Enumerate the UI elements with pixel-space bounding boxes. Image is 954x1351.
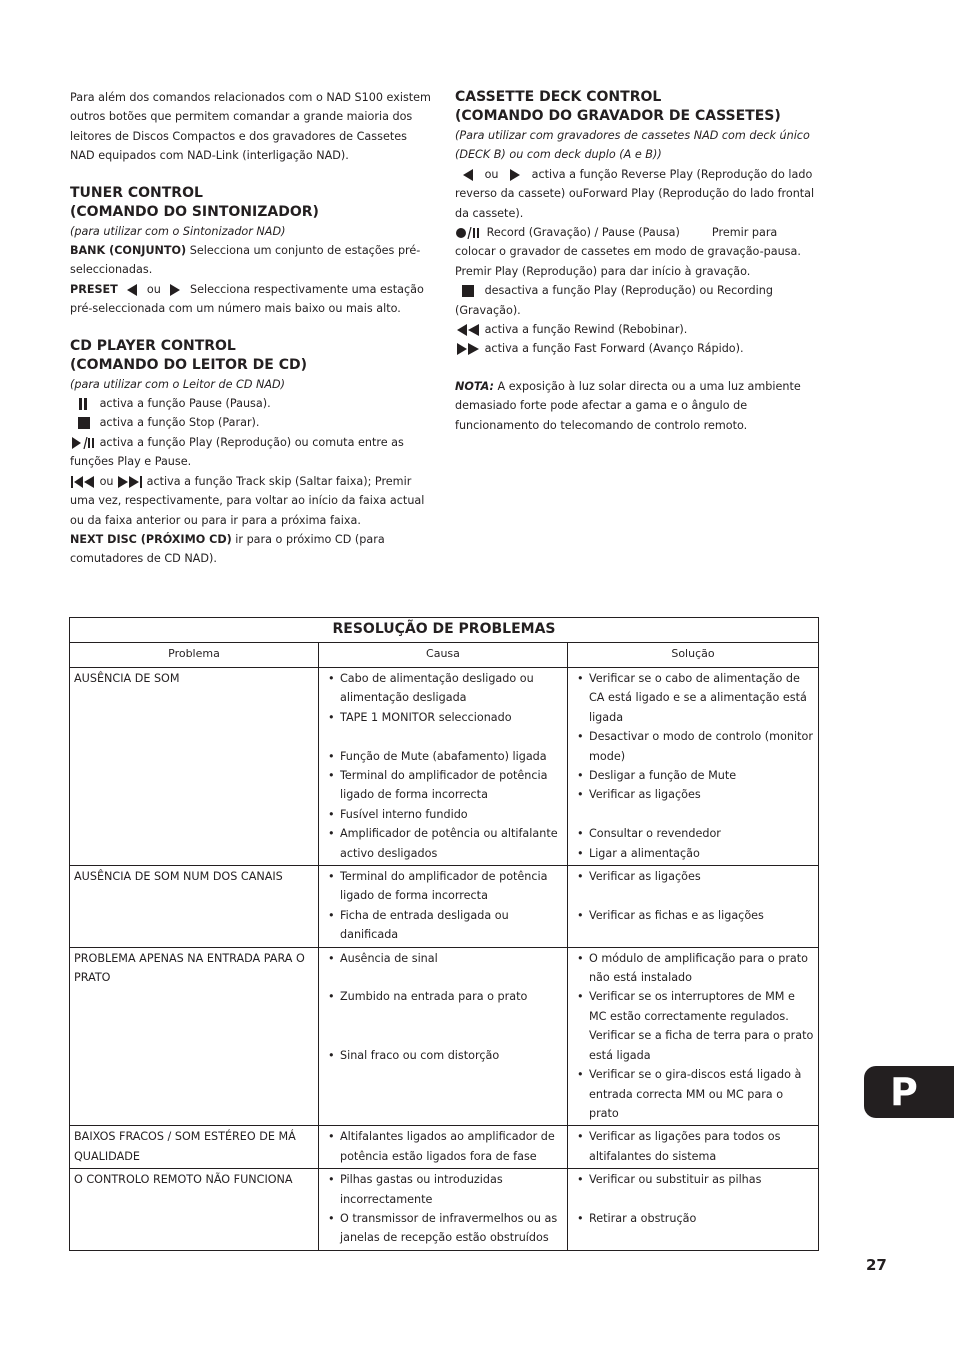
cause-item: • Pilhas gastas ou introduzidas incorrectamente — [327, 1170, 563, 1209]
cause-item: • O transmissor de infravermelhos ou as janelas de recepção estão obstruídos — [327, 1209, 563, 1248]
solution-cell-list — [568, 668, 818, 865]
cassette-stop — [455, 281, 817, 320]
cd-play — [70, 433, 432, 472]
cause-cell — [318, 1126, 567, 1169]
cause-cell-list — [319, 668, 567, 865]
spacer-item — [327, 1026, 563, 1045]
cause-cell-list — [319, 1169, 567, 1250]
tuner-title-line1: TUNER CONTROL — [70, 184, 203, 201]
cd-next-disc — [70, 530, 432, 569]
spacer-item — [327, 968, 563, 987]
spacer-item — [327, 1007, 563, 1026]
cd-stop-text: activa a função Stop (Parar). — [99, 416, 260, 430]
cassette-subtitle: (Para utilizar com gravadores de cassetes NAD com deck único (DECK B) ou com deck duplo (A e B)) — [455, 129, 810, 162]
left-arrow-icon — [121, 284, 143, 296]
cassette-direction — [455, 165, 817, 223]
spacer-item — [576, 805, 814, 824]
cassette-stop-text: desactiva a função Play (Reprodução) ou Recording (Gravação). — [455, 284, 773, 317]
cause-item: • Fusível interno fundido — [327, 805, 563, 824]
cd-subtitle: (para utilizar com o Leitor de CD NAD) — [70, 377, 286, 391]
cause-cell-list — [319, 948, 567, 1067]
troubleshooting-table — [69, 617, 819, 1251]
cassette-rewind-text: activa a função Rewind (Rebobinar). — [484, 323, 688, 337]
record-pause-icon — [455, 227, 483, 239]
cause-cell — [318, 866, 567, 948]
solution-cell — [567, 668, 818, 866]
cause-item: • Zumbido na entrada para o prato — [327, 987, 563, 1006]
spacer-item — [576, 1190, 814, 1209]
table-row — [70, 668, 819, 866]
cd-title-line1: CD PLAYER CONTROL — [70, 337, 236, 354]
note-text: A exposição à luz solar directa ou a uma luz ambiente demasiado forte pode afectar a gama e o ângulo de funcionamento do telecomando de controlo remoto. — [455, 379, 801, 432]
cassette-dir-text: activa a função Reverse Play (Reprodução do lado reverso da cassete) ouForward Play (Reprodução do lado frontal da cassete). — [455, 167, 815, 220]
fast-forward-icon — [455, 343, 481, 355]
right-column — [455, 88, 817, 435]
solution-item: • O módulo de amplificação para o prato não está instalado — [576, 949, 814, 988]
cause-cell-list — [319, 1126, 567, 1168]
solution-item: • Verificar as ligações — [576, 785, 814, 804]
cassette-title-line1: CASSETTE DECK CONTROL — [455, 89, 662, 105]
cassette-rec-label: Record (Gravação) / Pause (Pausa) — [486, 226, 680, 240]
problem-cell: AUSÊNCIA DE SOM NUM DOS CANAIS — [70, 866, 319, 948]
cause-item: • Amplificador de potência ou altifalante activo desligados — [327, 824, 563, 863]
solution-cell-list — [568, 866, 818, 927]
cause-item: • TAPE 1 MONITOR seleccionado — [327, 708, 563, 727]
solution-cell-list — [568, 1169, 818, 1230]
cd-skip-text: activa a função Track skip (Saltar faixa); Premir uma vez, respectivamente, para voltar ao início da faixa actual ou da faixa anterior ou para ir para a próxima faixa. — [70, 474, 425, 527]
tuner-preset — [70, 280, 432, 319]
problem-cell: BAIXOS FRACOS / SOM ESTÉREO DE MÁ QUALIDADE — [70, 1126, 319, 1169]
cd-pause-text: activa a função Pause (Pausa). — [99, 397, 271, 411]
cassette-rec-text: Premir para colocar o gravador de cassetes em modo de gravação-pausa. Premir Play (Reprodução) para dar início à gravação. — [455, 226, 801, 278]
forward-play-icon — [502, 169, 528, 181]
solution-item: • Verificar se os interruptores de MM e MC estão correctamente regulados. Verificar se a ficha de terra para o prato está ligada — [576, 987, 814, 1065]
pause-icon — [70, 398, 96, 410]
cassette-heading — [455, 88, 817, 126]
language-tab: P — [864, 1066, 954, 1118]
cassette-record — [455, 223, 817, 281]
cd-skip — [70, 472, 432, 530]
cause-item: • Altifalantes ligados ao amplificador de potência estão ligados fora de fase — [327, 1127, 563, 1166]
header-solution: Solução — [567, 643, 818, 668]
problem-cell: O CONTROLO REMOTO NÃO FUNCIONA — [70, 1169, 319, 1251]
solution-cell — [567, 866, 818, 948]
cause-item: • Terminal do amplificador de potência ligado de forma incorrecta — [327, 766, 563, 805]
tuner-heading — [70, 184, 432, 222]
cd-pause — [70, 394, 432, 413]
cd-skip-or: ou — [99, 474, 114, 488]
solution-item: • Verificar as ligações — [576, 867, 814, 886]
solution-item: • Verificar as fichas e as ligações — [576, 906, 814, 925]
cause-item: • Cabo de alimentação desligado ou alimentação desligada — [327, 669, 563, 708]
cause-item: • Ficha de entrada desligada ou danificada — [327, 906, 563, 945]
cause-cell — [318, 668, 567, 866]
problem-cell: AUSÊNCIA DE SOM — [70, 668, 319, 866]
solution-item: • Desactivar o modo de controlo (monitor mode) — [576, 727, 814, 766]
solution-cell-list — [568, 1126, 818, 1168]
table-title: RESOLUÇÃO DE PROBLEMAS — [70, 618, 819, 643]
solution-item: • Retirar a obstrução — [576, 1209, 814, 1228]
preset-text: Selecciona respectivamente uma estação pré-seleccionada com um número mais baixo ou mais alto. — [70, 282, 424, 316]
right-arrow-icon — [164, 284, 186, 296]
rewind-icon — [455, 324, 481, 336]
header-cause: Causa — [318, 643, 567, 668]
solution-cell-list — [568, 948, 818, 1126]
solution-item: • Verificar se o cabo de alimentação de CA está ligado e se a alimentação está ligada — [576, 669, 814, 727]
cd-play-text: activa a função Play (Reprodução) ou comuta entre as funções Play e Pause. — [70, 435, 404, 469]
bank-text: Selecciona um conjunto de estações pré-seleccionadas. — [70, 244, 421, 277]
cassette-rewind — [455, 320, 817, 339]
problem-cell: PROBLEMA APENAS NA ENTRADA PARA O PRATO — [70, 947, 319, 1126]
tuner-subtitle: (para utilizar com o Sintonizador NAD) — [70, 224, 286, 238]
cassette-dir-or: ou — [484, 167, 499, 181]
cause-item: • Sinal fraco ou com distorção — [327, 1046, 563, 1065]
cassette-title-line2: (COMANDO DO GRAVADOR DE CASSETES) — [455, 108, 781, 124]
stop-icon — [70, 417, 96, 429]
next-disc-text: ir para o próximo CD (para comutadores de CD NAD). — [70, 532, 385, 566]
solution-cell — [567, 1169, 818, 1251]
stop-icon — [455, 285, 481, 297]
preset-label: PRESET — [70, 282, 118, 296]
table-row — [70, 947, 819, 1126]
cause-cell — [318, 947, 567, 1126]
page-number: 27 — [866, 1256, 887, 1274]
tuner-title-line2: (COMANDO DO SINTONIZADOR) — [70, 203, 319, 220]
cassette-fast-forward — [455, 339, 817, 358]
solution-item: • Verificar as ligações para todos os altifalantes do sistema — [576, 1127, 814, 1166]
tuner-bank — [70, 241, 432, 280]
solution-item: • Desligar a função de Mute — [576, 766, 814, 785]
play-pause-icon — [70, 437, 96, 449]
solution-item: • Ligar a alimentação — [576, 844, 814, 863]
bank-label: BANK (CONJUNTO) — [70, 244, 187, 258]
note-label: NOTA: — [455, 379, 494, 393]
cassette-ff-text: activa a função Fast Forward (Avanço Rápido). — [484, 342, 744, 356]
reverse-play-icon — [455, 169, 481, 181]
table-row — [70, 1169, 819, 1251]
spacer-item — [576, 886, 814, 905]
cause-cell — [318, 1169, 567, 1251]
solution-item: • Consultar o revendedor — [576, 824, 814, 843]
spacer-item — [327, 727, 563, 746]
cause-cell-list — [319, 866, 567, 947]
preset-or: ou — [146, 282, 161, 296]
next-disc-label: NEXT DISC (PRÓXIMO CD) — [70, 532, 232, 546]
cd-stop — [70, 413, 432, 432]
table-body — [70, 668, 819, 1251]
cd-heading — [70, 337, 432, 375]
solution-cell — [567, 947, 818, 1126]
skip-forward-icon — [117, 476, 143, 488]
table-row — [70, 1126, 819, 1169]
solution-item: • Verificar se o gira-discos está ligado à entrada correcta MM ou MC para o prato — [576, 1065, 814, 1123]
note — [455, 377, 817, 435]
cause-item: • Função de Mute (abafamento) ligada — [327, 747, 563, 766]
intro-paragraph: Para além dos comandos relacionados com o NAD S100 existem outros botões que permitem comandar a grande maioria dos leitores de Discos Compactos e dos gravadores de Cassetes NAD equipados com NAD-Link (interligação NAD). — [70, 91, 431, 163]
table-row — [70, 866, 819, 948]
left-column — [70, 88, 432, 569]
header-problem: Problema — [70, 643, 319, 668]
cause-item: • Terminal do amplificador de potência ligado de forma incorrecta — [327, 867, 563, 906]
skip-back-icon — [70, 476, 96, 488]
solution-cell — [567, 1126, 818, 1169]
solution-item: • Verificar ou substituir as pilhas — [576, 1170, 814, 1189]
cause-item: • Ausência de sinal — [327, 949, 563, 968]
cd-title-line2: (COMANDO DO LEITOR DE CD) — [70, 356, 308, 373]
